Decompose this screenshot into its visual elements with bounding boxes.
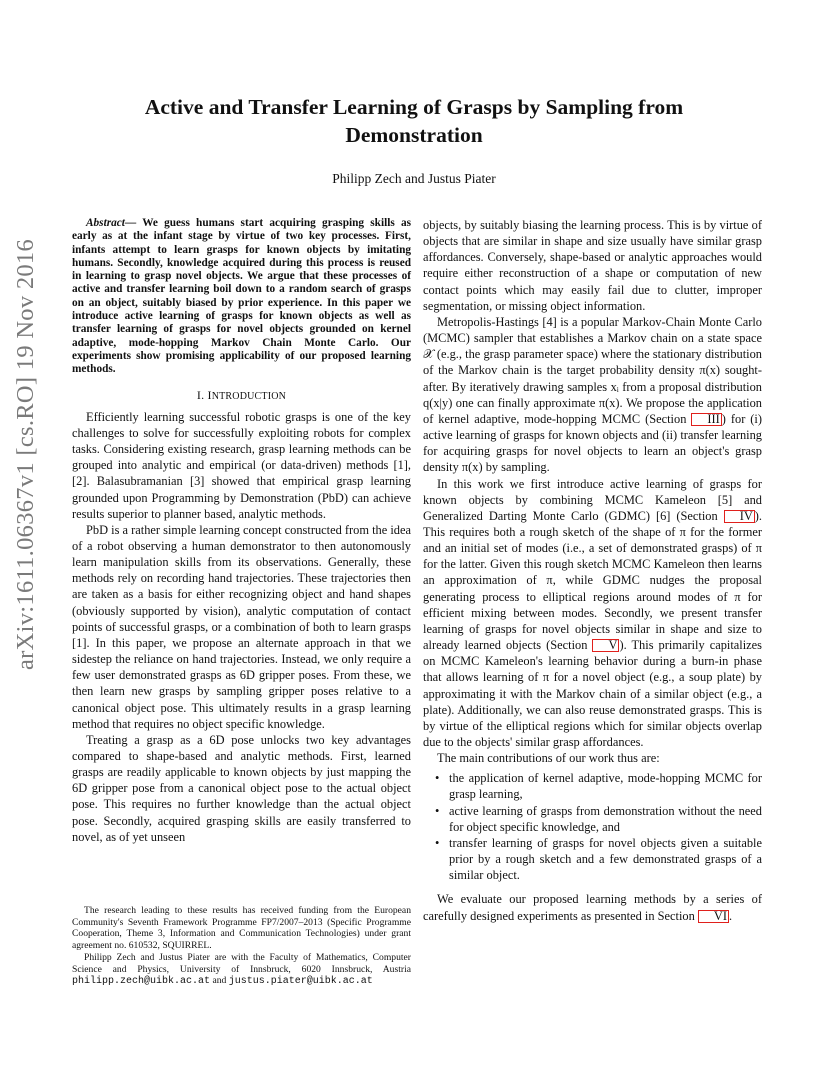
- footnote: [72, 905, 411, 988]
- list-item: • transfer learning of grasps for novel objects given a suitable prior by a rough sketch and a few demonstrated grasps of a similar object.: [435, 835, 762, 883]
- email-link-piater[interactable]: justus.piater@uibk.ac.at: [228, 976, 373, 988]
- abstract-text: — We guess humans start acquiring grasping skills as early as at the infant stage by virtue of two key processes. First, infants attempt to learn grasps for known objects by imitating humans. Secondly, knowledge acquired during this process is reused in learning to grasp novel objects. We argue that these processes of active and transfer learning boil down to a random search of grasps on an object, suitably biased by prior experience. In this paper we introduce active learning of grasps for known objects as well as transfer learning of grasps for novel objects grounded on kernel adaptive, mode-hopping Markov Chain Monte Carlo. Our experiments show promising applicability of our proposed learning methods.: [72, 217, 411, 376]
- contributions-intro: The main contributions of our work thus are:: [437, 751, 660, 766]
- title-line-2: Demonstration: [345, 123, 483, 147]
- section-ref-link[interactable]: III: [691, 413, 721, 426]
- intro-paragraph-1: Efficiently learning successful robotic grasps is one of the key challenges to solve for successfully exploiting robots for complex tasks. Considering existing research, grasp learning methods can be grouped into analytic and empirical (or data-driven) methods [1], [2]. Balasubramanian [3] showed that empirical grasp learning grounded upon Programming by Demonstration (PbD) can achieve results superior to planner based, analytic methods.: [72, 409, 411, 521]
- arxiv-stamp: arXiv:1611.06367v1 [cs.RO] 19 Nov 2016: [12, 238, 39, 670]
- paper-title: [90, 93, 738, 149]
- authors: Philipp Zech and Justus Piater: [332, 171, 496, 186]
- intro-paragraph-3: Treating a grasp as a 6D pose unlocks two key advantages compared to shape-based and analytic methods. First, learned grasps are readily applicable to known objects by just mapping the 6D gripper pose from a canonical object pose to the actual object pose. This requires no further knowledge than the actual object pose. Secondly, acquired grasping skills are easily transferred to novel, as of yet unseen: [72, 732, 411, 844]
- footnote-affiliation: Philipp Zech and Justus Piater are with the Faculty of Mathematics, Computer Science and Physics, University of Innsbruck, 6020 Innsbruck, Austria philipp.zech@uibk.ac.at and justus.piater@uibk.ac.at: [72, 951, 411, 988]
- right-paragraph-2: Metropolis-Hastings [4] is a popular Markov-Chain Monte Carlo (MCMC) sampler that establishes a Markov chain on a state space 𝒳 (e.g., the grasp parameter space) where the stationary distribution of the Markov chain is the target probability density π(x) sought-after. By iteratively drawing samples xᵢ from a proposal distribution q(x|y) one can finally approximate π(x). We propose the application of kernel adaptive, mode-hopping MCMC (Section III ) for (i) active learning of grasps for known objects and (ii) transfer learning for acquiring grasps for novel objects to learn an object's grasp density π(x) by sampling.: [423, 314, 762, 475]
- right-paragraph-3: In this work we first introduce active learning of grasps for known objects by combining MCMC Kameleon [5] and Generalized Darting Monte Carlo (GDMC) [6] (Section IV ). This requires both a rough sketch of the shape of π for the former and an initial set of modes (i.e., a set of demonstrated grasps) of π for the latter. Given this rough sketch MCMC Kameleon then learns an approximation of π, while GDMC nudges the proposal generating process to elliptical regions around modes of π for efficient mixing between modes. Secondly, we present transfer learning of grasps for novel objects similar in shape and size to already learned objects (Section V ). This primarily capitalizes on MCMC Kameleon's learning behavior during a burn-in phase that allows learning of π for a novel object (e.g., a soup plate) by approximating it with the Markov chain of a similar object (e.g., a plate). Additionally, we can also reuse demonstrated grasps. This is by virtue of the elliptical regions which for similar objects overlap due to the objects' similar grasp affordances.: [423, 476, 762, 749]
- section-ref-link[interactable]: V: [592, 639, 619, 652]
- list-item: • active learning of grasps from demonstration without the need for object specific knowledge, and: [435, 803, 762, 835]
- abstract: [72, 217, 411, 377]
- footnote-funding: The research leading to these results has received funding from the European Community's Seventh Framework Programme FP7/2007–2013 (Specific Programme Cooperation, Theme 3, Information and Communication Technologies) under grant agreement no. 610532, SQUIRREL.: [72, 905, 411, 952]
- list-item: • the application of kernel adaptive, mode-hopping MCMC for grasp learning,: [435, 770, 762, 802]
- right-column: [423, 217, 762, 924]
- intro-paragraph-2: PbD is a rather simple learning concept constructed from the idea of a robot observing a human demonstrator to then autonomously learn manipulation skills from its observations. Generally, these methods rely on recording hand trajectories. These trajectories then are taken as a basis for either recognizing object and hand shapes (obviously supported by vision), analytic computation of contact points of successful grasps, or a combination of both to learn grasps [1]. In this paper, we propose an alternate approach in that we sidestep the reliance on hand trajectories. Instead, we only require a few user demonstrated grasps as 6D gripper poses. From these, we then learn new grasps by sampling gripper poses relative to a canonical object pose. This ultimately results in a grasp learning method that requires no object specific knowledge.: [72, 522, 411, 731]
- title-line-1: Active and Transfer Learning of Grasps by Sampling from: [144, 95, 684, 119]
- section-heading-introduction: I. INTRODUCTION: [196, 387, 287, 402]
- section-ref-link[interactable]: IV: [724, 510, 755, 523]
- right-paragraph-1: objects, by suitably biasing the learning process. This is by virtue of objects that are similar in shape and size usually have similar grasp affordances. Conversely, shape-based or analytic approaches would require either reconstruction of a shape or computation of new contact points which may easily fail due to clutter, improper segmentation, or missing object information.: [423, 218, 762, 313]
- section-ref-link[interactable]: VI: [698, 910, 729, 923]
- right-paragraph-5: We evaluate our proposed learning methods by a series of carefully designed experiments as presented in Section VI .: [423, 892, 762, 923]
- left-column: [72, 217, 411, 845]
- contributions-list: [423, 770, 762, 883]
- abstract-label: Abstract: [86, 217, 125, 229]
- email-link-zech[interactable]: philipp.zech@uibk.ac.at: [72, 976, 211, 988]
